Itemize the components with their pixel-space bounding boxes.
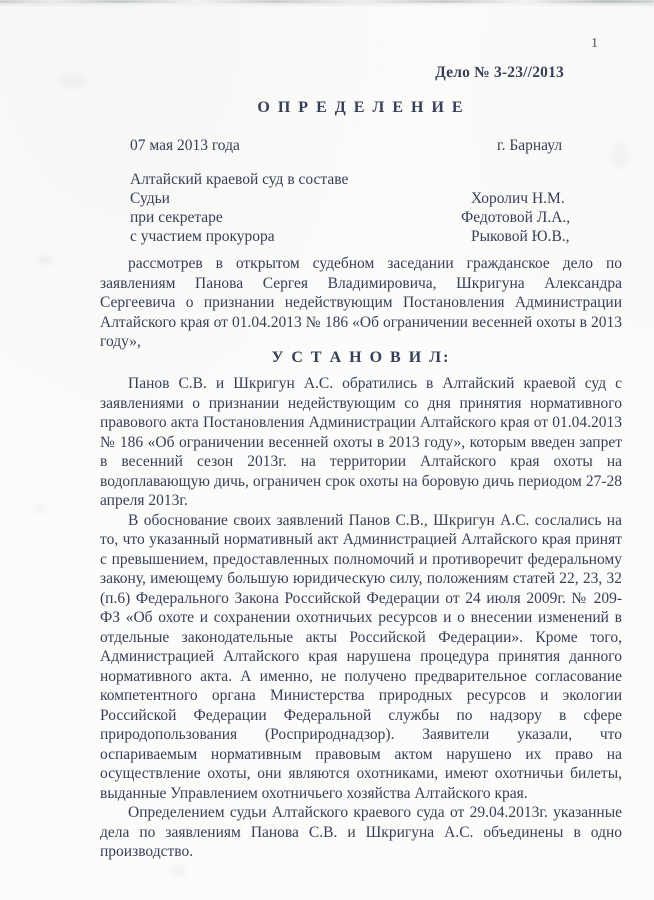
judge-role-label: Судьи: [130, 190, 170, 207]
body-paragraph-3: Определением судьи Алтайского краевого суда от 29.04.2013г. указанные дела по заявлениям Панова С.В. и Шкригуна А.С. объединены в одно производство.: [100, 804, 622, 860]
prosecutor-role-label: с участием прокурора: [130, 228, 275, 245]
ruling-body: [100, 374, 622, 862]
judge-name: Хоролич Н.М.: [471, 190, 565, 207]
date-city-row: [100, 137, 622, 155]
document-title: О П Р Е Д Е Л Е Н И Е: [257, 99, 465, 116]
body-paragraph-2: В обоснование своих заявлений Панов С.В., Шкригун А.С. сослались на то, что указанный нормативный акт Администрацией Алтайского края принят с превышением, предоставленных полномочий и противоречит федеральному закону, имеющему большую юридическую силу, положениям статей 22, 23, 32 (п.6) Федерального Закона Российской Федерации от 24 июля 2009г. № 209-ФЗ «Об охоте и сохранении охотничьих ресурсов и о внесении изменений в отдельные законодательные акты Российской Федерации». Кроме того, Администрацией Алтайского края нарушена процедура принятия данного нормативного акта. А именно, не получено предварительное согласование компетентного органа Министерства природных ресурсов и экологии Российской Федерации Федеральной службы по надзору в сфере природопользования (Росприроднадзор). Заявители указали, что оспариваемым нормативным правовым актом нарушено их право на осуществление охоты, они являются охотниками, имеют охотничьи билеты, выданные Управлением охотничьего хозяйства Алтайского края.: [100, 511, 622, 802]
secretary-name: Федотовой Л.А.,: [461, 209, 571, 226]
scan-smudge: [58, 74, 88, 88]
scan-smudge: [168, 866, 186, 876]
body-paragraph-1: Панов С.В. и Шкригун А.С. обратились в Алтайский краевой суд с заявлениями о признании недействующим со дня принятия нормативного правового акта Постановления Администрации Алтайского края от 01.04.2013 № 186 «Об ограничении весенней охоты в 2013 году», которым введен запрет в весенний сезон 2013г. на территории Алтайского края охоты на водоплавающую дичь, ограничен срок охоты на боровую дичь периодом 27-28 апреля 2013г.: [100, 375, 622, 509]
secretary-role-label: при секретаре: [130, 209, 223, 226]
city-label: г. Барнаул: [497, 137, 563, 154]
court-composition-intro: Алтайский краевой суд в составе: [130, 171, 349, 188]
court-row-judge: [100, 190, 622, 209]
court-row-secretary: [100, 209, 622, 228]
preamble-paragraph: рассмотрев в открытом судебном заседании гражданское дело по заявлениям Панова Сергея Владимировича, Шкригуна Александра Сергеевича о признании недействующим Постановления Администрации Алтайского края от 01.04.2013 № 186 «Об ограничении весенней охоты в 2013 году»,: [100, 255, 622, 350]
page-number: 1: [591, 36, 598, 51]
scan-artifact-top-edge-2: [0, 3, 654, 6]
document-date: 07 мая 2013 года: [130, 137, 240, 154]
prosecutor-name: Рыковой Ю.В.,: [471, 228, 570, 245]
scan-smudge: [34, 505, 46, 513]
case-number: Дело № 3-23//2013: [435, 64, 564, 81]
scan-smudge: [38, 256, 52, 264]
court-row-prosecutor: [100, 228, 622, 247]
ustanovil-heading: У С Т А Н О В И Л:: [271, 349, 451, 366]
